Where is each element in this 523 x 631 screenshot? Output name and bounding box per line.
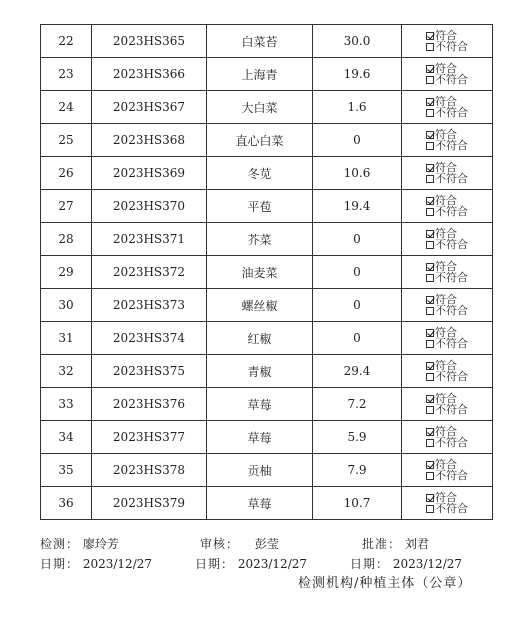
fail-option — [426, 206, 468, 217]
pass-label: 符合 — [435, 259, 457, 273]
unchecked-box-icon — [426, 406, 434, 414]
unchecked-box-icon — [426, 175, 434, 183]
fail-label: 不符合 — [435, 39, 468, 53]
sample-code: 2023HS372 — [92, 256, 207, 289]
fail-label: 不符合 — [435, 138, 468, 152]
result-checkboxes — [426, 327, 468, 349]
row-index: 35 — [41, 454, 92, 487]
checked-box-icon — [426, 98, 434, 106]
sample-code: 2023HS365 — [92, 25, 207, 58]
test-value: 0 — [313, 223, 402, 256]
fail-option — [426, 41, 468, 52]
table-row — [41, 157, 493, 190]
table-row — [41, 190, 493, 223]
test-value: 10.7 — [313, 487, 402, 520]
sample-name: 草莓 — [207, 388, 313, 421]
fail-option — [426, 173, 468, 184]
row-index: 27 — [41, 190, 92, 223]
test-value: 5.9 — [313, 421, 402, 454]
unchecked-box-icon — [426, 439, 434, 447]
result-cell — [402, 124, 493, 157]
reviewer-field — [200, 535, 279, 552]
results-table — [40, 24, 493, 520]
inspector-name: 廖玲芳 — [82, 537, 119, 551]
result-cell — [402, 25, 493, 58]
fail-label: 不符合 — [435, 468, 468, 482]
result-cell — [402, 322, 493, 355]
unchecked-box-icon — [426, 340, 434, 348]
unchecked-box-icon — [426, 76, 434, 84]
fail-label: 不符合 — [435, 402, 468, 416]
row-index: 33 — [41, 388, 92, 421]
test-value: 19.4 — [313, 190, 402, 223]
result-checkboxes — [426, 228, 468, 250]
fail-label: 不符合 — [435, 501, 468, 515]
result-cell — [402, 289, 493, 322]
row-index: 26 — [41, 157, 92, 190]
row-index: 36 — [41, 487, 92, 520]
checked-box-icon — [426, 362, 434, 370]
pass-label: 符合 — [435, 127, 457, 141]
test-value: 0 — [313, 289, 402, 322]
checked-box-icon — [426, 395, 434, 403]
sample-name: 草莓 — [207, 487, 313, 520]
test-value: 19.6 — [313, 58, 402, 91]
row-index: 34 — [41, 421, 92, 454]
test-value: 0 — [313, 322, 402, 355]
table-row — [41, 223, 493, 256]
fail-option — [426, 338, 468, 349]
sample-code: 2023HS378 — [92, 454, 207, 487]
inspector-date-label: 日期： — [40, 557, 80, 571]
result-cell — [402, 190, 493, 223]
result-checkboxes — [426, 30, 468, 52]
fail-label: 不符合 — [435, 105, 468, 119]
checked-box-icon — [426, 197, 434, 205]
fail-label: 不符合 — [435, 171, 468, 185]
result-checkboxes — [426, 195, 468, 217]
pass-label: 符合 — [435, 457, 457, 471]
result-cell — [402, 454, 493, 487]
test-value: 0 — [313, 124, 402, 157]
test-value: 0 — [313, 256, 402, 289]
row-index: 29 — [41, 256, 92, 289]
checked-box-icon — [426, 164, 434, 172]
pass-label: 符合 — [435, 391, 457, 405]
table-row — [41, 124, 493, 157]
fail-label: 不符合 — [435, 204, 468, 218]
sample-code: 2023HS379 — [92, 487, 207, 520]
checked-box-icon — [426, 461, 434, 469]
fail-label: 不符合 — [435, 72, 468, 86]
row-index: 22 — [41, 25, 92, 58]
result-checkboxes — [426, 393, 468, 415]
test-value: 7.2 — [313, 388, 402, 421]
reviewer-name: 彭莹 — [254, 537, 279, 551]
sample-code: 2023HS377 — [92, 421, 207, 454]
sample-name: 芥菜 — [207, 223, 313, 256]
sample-code: 2023HS366 — [92, 58, 207, 91]
inspector-date-field — [40, 555, 152, 572]
sample-code: 2023HS370 — [92, 190, 207, 223]
checked-box-icon — [426, 296, 434, 304]
fail-option — [426, 305, 468, 316]
result-cell — [402, 157, 493, 190]
result-cell — [402, 421, 493, 454]
unchecked-box-icon — [426, 307, 434, 315]
pass-label: 符合 — [435, 28, 457, 42]
unchecked-box-icon — [426, 208, 434, 216]
checked-box-icon — [426, 131, 434, 139]
result-cell — [402, 487, 493, 520]
unchecked-box-icon — [426, 373, 434, 381]
unchecked-box-icon — [426, 109, 434, 117]
sample-name: 贡柚 — [207, 454, 313, 487]
results-table-body — [41, 25, 493, 520]
pass-label: 符合 — [435, 61, 457, 75]
sample-name: 红椒 — [207, 322, 313, 355]
sample-name: 螺丝椒 — [207, 289, 313, 322]
pass-label: 符合 — [435, 94, 457, 108]
checked-box-icon — [426, 263, 434, 271]
table-row — [41, 421, 493, 454]
unchecked-box-icon — [426, 142, 434, 150]
result-checkboxes — [426, 459, 468, 481]
approver-date: 2023/12/27 — [392, 557, 463, 571]
result-cell — [402, 388, 493, 421]
result-cell — [402, 58, 493, 91]
sample-name: 油麦菜 — [207, 256, 313, 289]
sample-name: 直心白菜 — [207, 124, 313, 157]
pass-label: 符合 — [435, 358, 457, 372]
approver-name: 刘君 — [404, 537, 429, 551]
result-cell — [402, 355, 493, 388]
approver-date-label: 日期： — [350, 557, 390, 571]
test-value: 10.6 — [313, 157, 402, 190]
result-checkboxes — [426, 63, 468, 85]
sample-name: 青椒 — [207, 355, 313, 388]
test-value: 7.9 — [313, 454, 402, 487]
fail-option — [426, 470, 468, 481]
sample-code: 2023HS368 — [92, 124, 207, 157]
row-index: 31 — [41, 322, 92, 355]
approver-label: 批准： — [362, 537, 402, 551]
row-index: 25 — [41, 124, 92, 157]
result-checkboxes — [426, 492, 468, 514]
fail-label: 不符合 — [435, 336, 468, 350]
pass-label: 符合 — [435, 193, 457, 207]
pass-label: 符合 — [435, 424, 457, 438]
test-value: 29.4 — [313, 355, 402, 388]
table-row — [41, 355, 493, 388]
sample-name: 大白菜 — [207, 91, 313, 124]
fail-option — [426, 74, 468, 85]
fail-option — [426, 272, 468, 283]
pass-label: 符合 — [435, 226, 457, 240]
fail-label: 不符合 — [435, 270, 468, 284]
table-row — [41, 58, 493, 91]
checked-box-icon — [426, 230, 434, 238]
pass-label: 符合 — [435, 292, 457, 306]
sample-name: 上海青 — [207, 58, 313, 91]
table-row — [41, 322, 493, 355]
fail-label: 不符合 — [435, 303, 468, 317]
sample-name: 草莓 — [207, 421, 313, 454]
organization-seal-label: 检测机构/种植主体（公章） — [298, 576, 472, 591]
test-value: 1.6 — [313, 91, 402, 124]
result-cell — [402, 223, 493, 256]
reviewer-date-field — [195, 555, 307, 572]
inspector-label: 检测： — [40, 537, 80, 551]
fail-option — [426, 140, 468, 151]
unchecked-box-icon — [426, 274, 434, 282]
checked-box-icon — [426, 32, 434, 40]
unchecked-box-icon — [426, 472, 434, 480]
row-index: 23 — [41, 58, 92, 91]
sample-name: 平苞 — [207, 190, 313, 223]
result-cell — [402, 256, 493, 289]
table-row — [41, 487, 493, 520]
fail-option — [426, 371, 468, 382]
table-row — [41, 91, 493, 124]
reviewer-label: 审核： — [200, 537, 240, 551]
table-row — [41, 256, 493, 289]
fail-option — [426, 107, 468, 118]
result-checkboxes — [426, 129, 468, 151]
row-index: 24 — [41, 91, 92, 124]
fail-label: 不符合 — [435, 369, 468, 383]
checked-box-icon — [426, 428, 434, 436]
pass-label: 符合 — [435, 325, 457, 339]
sample-code: 2023HS369 — [92, 157, 207, 190]
approver-date-field — [350, 555, 462, 572]
result-checkboxes — [426, 261, 468, 283]
row-index: 32 — [41, 355, 92, 388]
inspector-date: 2023/12/27 — [82, 557, 153, 571]
sample-code: 2023HS374 — [92, 322, 207, 355]
sample-code: 2023HS375 — [92, 355, 207, 388]
fail-label: 不符合 — [435, 237, 468, 251]
result-checkboxes — [426, 360, 468, 382]
checked-box-icon — [426, 329, 434, 337]
checked-box-icon — [426, 494, 434, 502]
sample-code: 2023HS371 — [92, 223, 207, 256]
inspector-field — [40, 535, 119, 552]
fail-option — [426, 404, 468, 415]
result-cell — [402, 91, 493, 124]
result-checkboxes — [426, 294, 468, 316]
pass-label: 符合 — [435, 160, 457, 174]
fail-option — [426, 437, 468, 448]
fail-option — [426, 239, 468, 250]
row-index: 30 — [41, 289, 92, 322]
fail-option — [426, 503, 468, 514]
unchecked-box-icon — [426, 241, 434, 249]
sample-name: 白菜苔 — [207, 25, 313, 58]
pass-label: 符合 — [435, 490, 457, 504]
sample-name: 冬苋 — [207, 157, 313, 190]
table-row — [41, 388, 493, 421]
reviewer-date-label: 日期： — [195, 557, 235, 571]
unchecked-box-icon — [426, 43, 434, 51]
checked-box-icon — [426, 65, 434, 73]
reviewer-date: 2023/12/27 — [237, 557, 308, 571]
result-checkboxes — [426, 96, 468, 118]
unchecked-box-icon — [426, 505, 434, 513]
sample-code: 2023HS367 — [92, 91, 207, 124]
test-value: 30.0 — [313, 25, 402, 58]
table-row — [41, 25, 493, 58]
result-checkboxes — [426, 162, 468, 184]
table-row — [41, 454, 493, 487]
sample-code: 2023HS373 — [92, 289, 207, 322]
result-checkboxes — [426, 426, 468, 448]
row-index: 28 — [41, 223, 92, 256]
sample-code: 2023HS376 — [92, 388, 207, 421]
approver-field — [362, 535, 429, 552]
table-row — [41, 289, 493, 322]
fail-label: 不符合 — [435, 435, 468, 449]
